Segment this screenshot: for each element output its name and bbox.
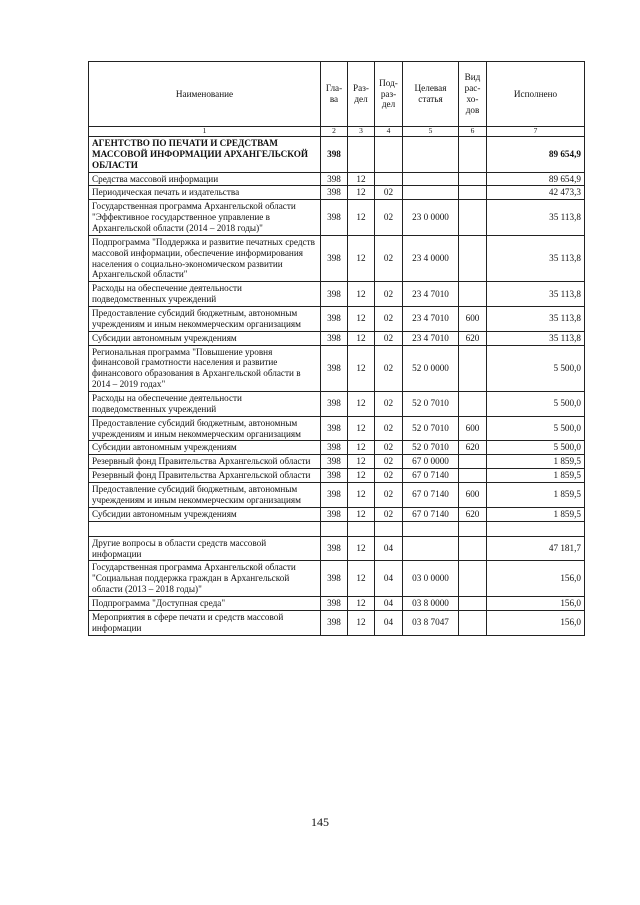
header-glava: Гла- ва: [321, 62, 348, 127]
cell-podrazdel: 02: [375, 416, 403, 441]
cell-vid: 620: [459, 331, 487, 345]
cell-ispolneno: 5 500,0: [487, 416, 585, 441]
cell-ispolneno: 89 654,9: [487, 137, 585, 173]
table-header-row: [89, 62, 585, 127]
table-body: [89, 137, 585, 636]
cell-razdel: 12: [348, 392, 375, 417]
cell-glava: 398: [321, 455, 348, 469]
cell-ispolneno: 35 113,8: [487, 235, 585, 281]
cell-glava: 398: [321, 441, 348, 455]
cell-vid: [459, 610, 487, 635]
cell-celevaya: 23 4 7010: [403, 331, 459, 345]
cell-podrazdel: 02: [375, 331, 403, 345]
cell-name: Предоставление субсидий бюджетным, автономным учреждениям и иным некоммерческим организациям: [89, 307, 321, 332]
column-number: 6: [459, 127, 487, 137]
header-celevaya: Целевая статья: [403, 62, 459, 127]
cell-razdel: 12: [348, 331, 375, 345]
table-row: [89, 331, 585, 345]
cell-ispolneno: 1 859,5: [487, 483, 585, 508]
table-row: [89, 596, 585, 610]
cell-glava: 398: [321, 507, 348, 521]
cell-celevaya: 67 0 7140: [403, 507, 459, 521]
cell-vid: [459, 186, 487, 200]
cell-name: Региональная программа "Повышение уровня финансовой грамотности населения и развитие финансового образования в Архангельской области в 2014 – 2019 годах": [89, 345, 321, 391]
cell-razdel: 12: [348, 561, 375, 597]
cell-razdel: 12: [348, 307, 375, 332]
cell-podrazdel: 02: [375, 200, 403, 236]
cell-razdel: 12: [348, 200, 375, 236]
cell-celevaya: [403, 137, 459, 173]
table-row: [89, 137, 585, 173]
cell-name: Государственная программа Архангельской области "Социальная поддержка граждан в Архангельской области (2013 – 2018 годы)": [89, 561, 321, 597]
cell-vid: 600: [459, 416, 487, 441]
cell-razdel: 12: [348, 416, 375, 441]
column-number: 3: [348, 127, 375, 137]
table-row: [89, 561, 585, 597]
cell-name: [89, 521, 321, 536]
cell-glava: 398: [321, 610, 348, 635]
cell-glava: 398: [321, 235, 348, 281]
cell-razdel: 12: [348, 596, 375, 610]
cell-ispolneno: 35 113,8: [487, 331, 585, 345]
column-number-row: [89, 127, 585, 137]
cell-podrazdel: [375, 172, 403, 186]
cell-vid: [459, 521, 487, 536]
cell-vid: 620: [459, 441, 487, 455]
cell-podrazdel: 02: [375, 392, 403, 417]
cell-podrazdel: 02: [375, 469, 403, 483]
column-number: 4: [375, 127, 403, 137]
cell-glava: 398: [321, 345, 348, 391]
cell-name: Периодическая печать и издательства: [89, 186, 321, 200]
cell-glava: 398: [321, 282, 348, 307]
cell-razdel: [348, 137, 375, 173]
cell-glava: 398: [321, 172, 348, 186]
cell-name: Государственная программа Архангельской области "Эффективное государственное управление в Архангельской области (2014 – 2018 годы)": [89, 200, 321, 236]
table-row: [89, 200, 585, 236]
cell-celevaya: 52 0 7010: [403, 416, 459, 441]
cell-celevaya: 67 0 7140: [403, 469, 459, 483]
cell-razdel: 12: [348, 282, 375, 307]
cell-vid: [459, 596, 487, 610]
header-razdel: Раз- дел: [348, 62, 375, 127]
cell-glava: 398: [321, 483, 348, 508]
cell-celevaya: 03 8 0000: [403, 596, 459, 610]
cell-glava: 398: [321, 200, 348, 236]
cell-celevaya: 03 0 0000: [403, 561, 459, 597]
cell-glava: [321, 521, 348, 536]
cell-razdel: 12: [348, 507, 375, 521]
cell-podrazdel: 02: [375, 483, 403, 508]
cell-name: Резервный фонд Правительства Архангельской области: [89, 469, 321, 483]
cell-name: АГЕНТСТВО ПО ПЕЧАТИ И СРЕДСТВАМ МАССОВОЙ ИНФОРМАЦИИ АРХАНГЕЛЬСКОЙ ОБЛАСТИ: [89, 137, 321, 173]
table-row: [89, 469, 585, 483]
cell-podrazdel: [375, 521, 403, 536]
cell-ispolneno: 47 181,7: [487, 536, 585, 561]
cell-razdel: 12: [348, 610, 375, 635]
cell-glava: 398: [321, 186, 348, 200]
cell-vid: [459, 200, 487, 236]
cell-podrazdel: 02: [375, 307, 403, 332]
cell-podrazdel: 02: [375, 282, 403, 307]
cell-vid: [459, 536, 487, 561]
cell-celevaya: 52 0 7010: [403, 392, 459, 417]
cell-vid: [459, 455, 487, 469]
column-number: 7: [487, 127, 585, 137]
cell-razdel: 12: [348, 186, 375, 200]
table-row: [89, 416, 585, 441]
column-number: 2: [321, 127, 348, 137]
cell-vid: [459, 392, 487, 417]
cell-name: Подпрограмма "Доступная среда": [89, 596, 321, 610]
cell-vid: [459, 235, 487, 281]
cell-celevaya: 67 0 0000: [403, 455, 459, 469]
cell-vid: [459, 469, 487, 483]
column-number: 5: [403, 127, 459, 137]
cell-glava: 398: [321, 416, 348, 441]
cell-celevaya: 67 0 7140: [403, 483, 459, 508]
cell-vid: 620: [459, 507, 487, 521]
cell-ispolneno: 1 859,5: [487, 469, 585, 483]
cell-razdel: 12: [348, 172, 375, 186]
cell-glava: 398: [321, 392, 348, 417]
cell-ispolneno: 42 473,3: [487, 186, 585, 200]
cell-glava: 398: [321, 596, 348, 610]
cell-vid: [459, 137, 487, 173]
cell-celevaya: [403, 186, 459, 200]
cell-razdel: 12: [348, 455, 375, 469]
table-row: [89, 392, 585, 417]
cell-razdel: 12: [348, 469, 375, 483]
cell-ispolneno: [487, 521, 585, 536]
cell-name: Резервный фонд Правительства Архангельской области: [89, 455, 321, 469]
cell-podrazdel: 04: [375, 610, 403, 635]
cell-podrazdel: 02: [375, 507, 403, 521]
cell-celevaya: 23 4 0000: [403, 235, 459, 281]
cell-ispolneno: 1 859,5: [487, 455, 585, 469]
cell-celevaya: 23 4 7010: [403, 307, 459, 332]
page-number: 145: [311, 815, 329, 829]
cell-vid: [459, 282, 487, 307]
header-name: Наименование: [89, 62, 321, 127]
cell-podrazdel: 04: [375, 596, 403, 610]
cell-ispolneno: 35 113,8: [487, 200, 585, 236]
cell-ispolneno: 156,0: [487, 596, 585, 610]
table-row: [89, 282, 585, 307]
cell-vid: 600: [459, 483, 487, 508]
cell-celevaya: 52 0 7010: [403, 441, 459, 455]
header-podrazdel: Под- раз- дел: [375, 62, 403, 127]
header-ispolneno: Исполнено: [487, 62, 585, 127]
cell-celevaya: 03 8 7047: [403, 610, 459, 635]
cell-podrazdel: 04: [375, 536, 403, 561]
cell-ispolneno: 156,0: [487, 561, 585, 597]
cell-ispolneno: 156,0: [487, 610, 585, 635]
cell-glava: 398: [321, 561, 348, 597]
cell-name: Субсидии автономным учреждениям: [89, 441, 321, 455]
cell-glava: 398: [321, 307, 348, 332]
cell-ispolneno: 5 500,0: [487, 392, 585, 417]
table-row: [89, 610, 585, 635]
cell-name: Другие вопросы в области средств массовой информации: [89, 536, 321, 561]
cell-name: Мероприятия в сфере печати и средств массовой информации: [89, 610, 321, 635]
cell-celevaya: 23 4 7010: [403, 282, 459, 307]
cell-glava: 398: [321, 137, 348, 173]
budget-table: [88, 61, 585, 636]
column-number: 1: [89, 127, 321, 137]
cell-celevaya: [403, 521, 459, 536]
cell-vid: 600: [459, 307, 487, 332]
cell-name: Предоставление субсидий бюджетным, автономным учреждениям и иным некоммерческим организациям: [89, 416, 321, 441]
table-row: [89, 536, 585, 561]
cell-podrazdel: 02: [375, 235, 403, 281]
cell-vid: [459, 172, 487, 186]
cell-vid: [459, 345, 487, 391]
cell-name: Расходы на обеспечение деятельности подведомственных учреждений: [89, 282, 321, 307]
cell-vid: [459, 561, 487, 597]
cell-razdel: 12: [348, 441, 375, 455]
cell-name: Субсидии автономным учреждениям: [89, 331, 321, 345]
cell-name: Предоставление субсидий бюджетным, автономным учреждениям и иным некоммерческим организациям: [89, 483, 321, 508]
cell-ispolneno: 35 113,8: [487, 282, 585, 307]
cell-podrazdel: 04: [375, 561, 403, 597]
cell-ispolneno: 35 113,8: [487, 307, 585, 332]
cell-celevaya: [403, 172, 459, 186]
cell-razdel: [348, 521, 375, 536]
cell-ispolneno: 1 859,5: [487, 507, 585, 521]
table-row: [89, 345, 585, 391]
cell-podrazdel: 02: [375, 186, 403, 200]
cell-razdel: 12: [348, 536, 375, 561]
cell-ispolneno: 89 654,9: [487, 172, 585, 186]
cell-name: Средства массовой информации: [89, 172, 321, 186]
table-row: [89, 441, 585, 455]
cell-ispolneno: 5 500,0: [487, 441, 585, 455]
cell-name: Расходы на обеспечение деятельности подведомственных учреждений: [89, 392, 321, 417]
cell-name: Субсидии автономным учреждениям: [89, 507, 321, 521]
table-row: [89, 307, 585, 332]
cell-glava: 398: [321, 536, 348, 561]
cell-razdel: 12: [348, 483, 375, 508]
cell-celevaya: [403, 536, 459, 561]
table-row: [89, 186, 585, 200]
table-row: [89, 507, 585, 521]
table-row: [89, 483, 585, 508]
cell-celevaya: 52 0 0000: [403, 345, 459, 391]
table-row: [89, 521, 585, 536]
table-row: [89, 172, 585, 186]
cell-podrazdel: 02: [375, 441, 403, 455]
cell-celevaya: 23 0 0000: [403, 200, 459, 236]
cell-podrazdel: 02: [375, 455, 403, 469]
header-vid: Вид рас- хо- дов: [459, 62, 487, 127]
cell-razdel: 12: [348, 235, 375, 281]
cell-podrazdel: [375, 137, 403, 173]
cell-name: Подпрограмма "Поддержка и развитие печатных средств массовой информации, обеспечение информирования населения о социально-экономическом развитии Архангельской области": [89, 235, 321, 281]
cell-ispolneno: 5 500,0: [487, 345, 585, 391]
table-row: [89, 455, 585, 469]
table-row: [89, 235, 585, 281]
cell-podrazdel: 02: [375, 345, 403, 391]
cell-glava: 398: [321, 469, 348, 483]
cell-glava: 398: [321, 331, 348, 345]
cell-razdel: 12: [348, 345, 375, 391]
